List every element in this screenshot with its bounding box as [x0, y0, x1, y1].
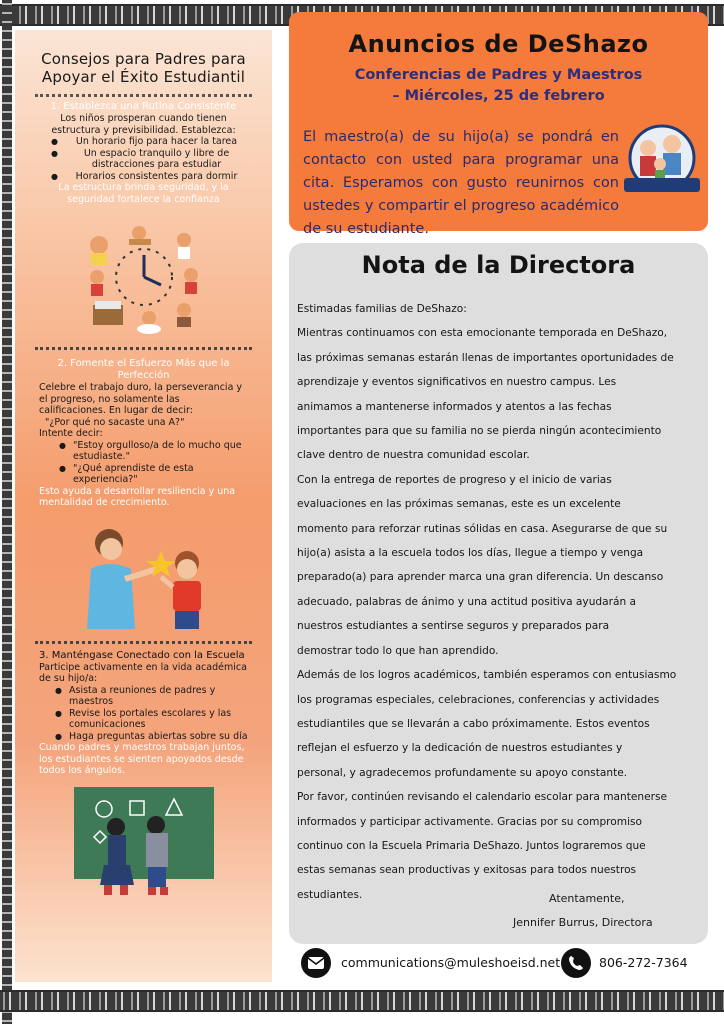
- list-item: ● Revise los portales escolares y las comunicaciones: [57, 708, 248, 731]
- letter-line: nuestros estudiantes a sentirse seguros y preparados para: [297, 620, 610, 633]
- director-note-box: [289, 243, 708, 944]
- tip1-closing: La estructura brinda seguridad, y la seguridad fortalece la confianza: [58, 182, 229, 205]
- letter-line: hijo(a) asista a la escuela todos los días, llegue a tiempo y venga: [297, 547, 644, 560]
- list-item: ● Asista a reuniones de padres y maestros: [57, 685, 248, 708]
- tip2-quote: "¿Por qué no sacaste una A?": [45, 416, 185, 428]
- tip-section-1: [15, 101, 272, 205]
- routine-clock-illustration: [79, 225, 209, 335]
- contact-phone[interactable]: 806-272-7364: [599, 955, 688, 970]
- contact-footer: [289, 946, 708, 982]
- tips-title: Consejos para Padres para Apoyar el Éxito Estudiantil: [41, 50, 246, 86]
- letter-line: Estimadas familias de DeShazo:: [297, 303, 467, 315]
- subtitle-line-1: Conferencias de Padres y Maestros: [354, 67, 643, 83]
- announcements-body: El maestro(a) de su hijo(a) se pondrá en contacto con usted para programar una cita. Esperamos con gusto reunirnos con ustedes y compartir el progreso académico de su estudiante.: [303, 129, 619, 237]
- contact-email[interactable]: communications@muleshoeisd.net: [341, 955, 561, 970]
- letter-line: personal, y agradecemos profundamente su apoyo constante.: [297, 766, 628, 779]
- letter-line: demostrar todo lo que han aprendido.: [297, 644, 499, 657]
- list-item: ● "¿Qué aprendiste de esta experiencia?": [61, 463, 248, 486]
- left-border: [2, 0, 12, 1024]
- divider: [35, 641, 252, 644]
- announcements-subtitle: [289, 65, 708, 107]
- subtitle-line-2: – Miércoles, 25 de febrero: [392, 88, 605, 104]
- list-item: ● Un horario fijo para hacer la tarea: [53, 136, 248, 148]
- tip-section-2: [15, 358, 272, 509]
- letter-line: reflejan el esfuerzo y la dedicación de nuestros estudiantes y: [297, 742, 623, 755]
- letter-line: aprendizaje y eventos significativos en nuestro campus. Les: [297, 376, 617, 389]
- letter-line: continuo con la Escuela Primaria DeShazo. Juntos lograremos que: [297, 839, 646, 852]
- letter-line: las próximas semanas estarán llenas de importantes oportunidades de: [297, 351, 674, 364]
- letter-line: Mientras continuamos con esta emocionante temporada en DeShazo,: [297, 327, 668, 340]
- closing: Atentamente,: [549, 892, 625, 905]
- letter-line: informados y participar activamente. Gracias por su compromiso: [297, 815, 643, 828]
- letter-line: Con la entrega de reportes de progreso y el inicio de varias: [297, 473, 612, 486]
- letter-line: clave dentro de nuestra comunidad escolar.: [297, 449, 530, 462]
- tip3-list: [39, 685, 248, 743]
- tip2-heading: 2. Fomente el Esfuerzo Más que la Perfección: [57, 358, 230, 381]
- director-title: Nota de la Directora: [361, 251, 636, 279]
- letter-line: estas semanas sean productivas y exitosas para todos nuestros: [297, 864, 637, 877]
- tip3-intro: Participe activamente en la vida académica de su hijo/a:: [39, 661, 247, 684]
- announcements-box: [289, 12, 708, 237]
- letter-line: Por favor, continúen revisando el calendario escolar para mantenerse: [297, 791, 668, 804]
- students-chalkboard-illustration: [74, 787, 214, 897]
- director-letter: [297, 297, 703, 907]
- tip2-closing: Esto ayuda a desarrollar resiliencia y una mentalidad de crecimiento.: [39, 485, 236, 508]
- tip3-closing: Cuando padres y maestros trabajan juntos, los estudiantes se sienten apoyados desde todos los ángulos.: [39, 742, 245, 776]
- letter-line: adecuado, palabras de ánimo y una actitud positiva ayudarán a: [297, 595, 637, 608]
- divider: [35, 347, 252, 350]
- tip2-list: [39, 440, 248, 486]
- letter-line: importantes para que su familia no se pierda ningún acontecimiento: [297, 425, 662, 438]
- tip2-try: Intente decir:: [39, 428, 103, 439]
- letter-line: animamos a mantenerse informados y atentos a las fechas: [297, 400, 612, 413]
- teacher-student-illustration: [69, 521, 219, 631]
- tip2-intro: Celebre el trabajo duro, la perseverancia y el progreso, no solamente las calificaciones. En lugar de decir:: [39, 382, 243, 416]
- signature: Jennifer Burrus, Directora: [513, 916, 653, 929]
- letter-line: estudiantiles que se llevarán a cabo próximamente. Estos eventos: [297, 717, 650, 730]
- announcements-title: Anuncios de DeShazo: [348, 30, 649, 58]
- mail-icon: [301, 948, 331, 978]
- letter-line: estudiantes.: [297, 888, 363, 901]
- letter-line: Además de los logros académicos, también esperamos con entusiasmo: [297, 669, 677, 682]
- tip1-list: [39, 136, 248, 182]
- list-item: ● Horarios consistentes para dormir: [53, 171, 248, 183]
- tip1-intro: Los niños prosperan cuando tienen estructura y previsibilidad. Establezca:: [51, 113, 236, 136]
- list-item: ● Un espacio tranquilo y libre de distracciones para estudiar: [53, 148, 248, 171]
- family-badge-illustration: [622, 124, 702, 198]
- bottom-border: [0, 990, 724, 1012]
- divider: [35, 94, 252, 97]
- letter-line: evaluaciones en las próximas semanas, este es un excelente: [297, 498, 621, 511]
- tips-column: [15, 30, 272, 982]
- tip-section-3: [15, 650, 272, 777]
- letter-line: preparado(a) para aprender marca una gran diferencia. Un descanso: [297, 571, 664, 584]
- phone-icon: [561, 948, 591, 978]
- letter-line: momento para reforzar rutinas sólidas en casa. Asegurarse de que su: [297, 522, 668, 535]
- tip1-heading: 1. Establezca una Rutina Consistente: [50, 101, 237, 112]
- list-item: ● Haga preguntas abiertas sobre su día: [57, 731, 248, 743]
- tip3-heading: 3. Manténgase Conectado con la Escuela: [39, 649, 245, 661]
- list-item: ● "Estoy orgulloso/a de lo mucho que estudiaste.": [61, 440, 248, 463]
- letter-line: los programas especiales, celebraciones, conferencias y actividades: [297, 693, 660, 706]
